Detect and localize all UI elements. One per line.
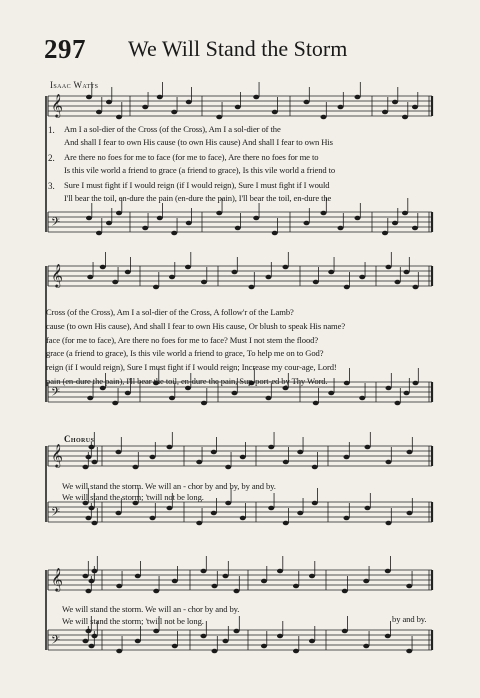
note-head [266, 275, 272, 280]
note-head [92, 634, 98, 639]
note-head [235, 226, 241, 231]
note-head [253, 95, 259, 100]
note-head [407, 511, 413, 516]
note-head [365, 445, 371, 450]
note-head [87, 275, 93, 280]
note-head [153, 629, 159, 634]
note-head [116, 450, 122, 455]
note-head [223, 639, 229, 644]
note-head [83, 639, 89, 644]
note-head [355, 95, 361, 100]
note-head [86, 455, 92, 460]
note-head [125, 391, 131, 396]
note-head [283, 460, 289, 465]
note-head [150, 455, 156, 460]
note-head [338, 105, 344, 110]
hymn-title: We Will Stand the Storm [128, 36, 348, 61]
lyric-line: Am I a sol-dier of the Cross (of the Cross), Am I a sol-dier of the [64, 124, 281, 134]
note-head [169, 275, 175, 280]
lyric-line: grace (a friend to grace), Is this vile world a friend to grace, To help me on to God? [46, 348, 324, 358]
note-head [328, 270, 334, 275]
note-head [313, 280, 319, 285]
note-head [211, 511, 217, 516]
note-head [86, 216, 92, 221]
treble-clef-icon: 𝄞 [51, 263, 63, 287]
note-head [304, 221, 310, 226]
note-head [167, 445, 173, 450]
note-head [342, 629, 348, 634]
note-head [404, 391, 410, 396]
lyric-line: Sure I must fight if I would reign (if I would reign), Sure I must fight if I would [64, 180, 330, 190]
note-head [89, 579, 95, 584]
note-head [135, 574, 141, 579]
note-head [412, 105, 418, 110]
note-head [309, 574, 315, 579]
note-head [386, 460, 392, 465]
note-head [406, 584, 412, 589]
note-head [392, 221, 398, 226]
note-head [112, 280, 118, 285]
note-head [266, 396, 272, 401]
note-head [150, 516, 156, 521]
bass-clef-icon: 𝄢 [51, 506, 61, 522]
hymn-author: Isaac Watts [50, 80, 99, 90]
note-head [171, 231, 177, 236]
lyric-line: Cross (of the Cross), Am I a sol-dier of the Cross, A follow'r of the Lamb? [46, 307, 294, 317]
note-head [261, 579, 267, 584]
note-head [92, 460, 98, 465]
note-head [106, 100, 112, 105]
treble-clef-icon: 𝄞 [51, 93, 63, 117]
note-head [240, 455, 246, 460]
note-head [342, 589, 348, 594]
note-head [253, 216, 259, 221]
chorus-lyric-lower: We will stand the storm; 'twill not be long. [62, 616, 204, 626]
note-head [89, 445, 95, 450]
note-head [293, 584, 299, 589]
note-head [402, 115, 408, 120]
note-head [268, 506, 274, 511]
note-head [359, 396, 365, 401]
note-head [201, 569, 207, 574]
note-head [86, 589, 92, 594]
note-head [406, 649, 412, 654]
note-head [216, 211, 222, 216]
note-head [321, 211, 327, 216]
note-head [116, 115, 122, 120]
note-head [412, 226, 418, 231]
note-head [268, 445, 274, 450]
note-head [413, 285, 419, 290]
note-head [212, 649, 218, 654]
lyric-line: I'll bear the toil, en-dure the pain (en-dure the pain), I'll bear the toil, en-dure the [64, 193, 332, 203]
treble-clef-icon: 𝄞 [51, 567, 63, 591]
chorus-lyric-extra: by and by. [392, 614, 427, 624]
note-head [172, 579, 178, 584]
note-head [185, 265, 191, 270]
note-head [272, 231, 278, 236]
note-head [153, 589, 159, 594]
note-head [382, 231, 388, 236]
note-head [225, 465, 231, 470]
lyric-line: Is this vile world a friend to grace (a friend to grace), Is this vile world a friend to [64, 165, 336, 175]
note-head [125, 270, 131, 275]
note-head [83, 465, 89, 470]
note-head [304, 100, 310, 105]
note-head [386, 265, 392, 270]
note-head [328, 391, 334, 396]
lyric-line: And shall I fear to own His cause (to own His cause) And shall I fear to own His [64, 137, 333, 147]
lyric-line: cause (to own His cause), And shall I fear to own His cause, Or blush to speak His name? [46, 321, 346, 331]
verse-number-1: 1. [48, 125, 55, 135]
note-head [385, 569, 391, 574]
bass-clef-icon: 𝄢 [51, 634, 61, 650]
note-head [83, 574, 89, 579]
note-head [240, 516, 246, 521]
note-head [338, 226, 344, 231]
note-head [232, 270, 238, 275]
note-head [185, 386, 191, 391]
note-head [211, 450, 217, 455]
chorus-label: Chorus [64, 434, 95, 444]
chorus-lyric-upper: We will stand the storm. We will an - chor by and by. [62, 604, 240, 614]
note-head [116, 584, 122, 589]
note-head [386, 521, 392, 526]
note-head [86, 629, 92, 634]
note-head [344, 455, 350, 460]
note-head [277, 569, 283, 574]
note-head [169, 396, 175, 401]
note-head [385, 634, 391, 639]
note-head [157, 95, 163, 100]
note-head [365, 506, 371, 511]
note-head [133, 465, 139, 470]
note-head [297, 450, 303, 455]
bass-clef-icon: 𝄢 [51, 216, 61, 232]
note-head [313, 401, 319, 406]
note-head [283, 265, 289, 270]
note-head [235, 105, 241, 110]
note-head [277, 634, 283, 639]
note-head [234, 589, 240, 594]
note-head [212, 584, 218, 589]
note-head [172, 644, 178, 649]
note-head [223, 574, 229, 579]
note-head [196, 521, 202, 526]
treble-clef-icon: 𝄞 [51, 443, 63, 467]
verse-number-2: 2. [48, 153, 55, 163]
note-head [167, 506, 173, 511]
note-head [186, 100, 192, 105]
note-head [216, 115, 222, 120]
note-head [312, 465, 318, 470]
note-head [283, 386, 289, 391]
note-head [402, 211, 408, 216]
note-head [116, 211, 122, 216]
note-head [382, 110, 388, 115]
note-head [96, 231, 102, 236]
note-head [112, 401, 118, 406]
bass-clef-icon: 𝄢 [51, 386, 61, 402]
note-head [142, 226, 148, 231]
note-head [225, 501, 231, 506]
note-head [404, 270, 410, 275]
note-head [89, 644, 95, 649]
note-head [309, 639, 315, 644]
note-head [261, 644, 267, 649]
lyric-line: pain (en-dure the pain), I'll bear the toil, en-dure the pain, Sup-port-ed by Thy Word. [46, 376, 328, 386]
lyric-line: reign (if I would reign), Sure I must fight if I would reign; Increase my cour-age, Lord! [46, 362, 337, 372]
note-head [344, 381, 350, 386]
note-head [297, 511, 303, 516]
note-head [171, 110, 177, 115]
note-head [92, 521, 98, 526]
note-head [363, 644, 369, 649]
note-head [86, 95, 92, 100]
note-head [106, 221, 112, 226]
note-head [142, 105, 148, 110]
note-head [100, 265, 106, 270]
note-head [96, 110, 102, 115]
note-head [157, 216, 163, 221]
note-head [386, 386, 392, 391]
note-head [201, 280, 207, 285]
chorus-lyric-lower: We will stand the storm; 'twill not be long. [62, 492, 204, 502]
note-head [201, 634, 207, 639]
note-head [153, 285, 159, 290]
note-head [232, 391, 238, 396]
note-head [92, 569, 98, 574]
note-head [363, 579, 369, 584]
note-head [249, 285, 255, 290]
note-head [201, 401, 207, 406]
lyric-line: Are there no foes for me to face (for me to face), Are there no foes for me to [64, 152, 319, 162]
note-head [89, 506, 95, 511]
note-head [321, 115, 327, 120]
note-head [186, 221, 192, 226]
note-head [344, 285, 350, 290]
note-head [196, 460, 202, 465]
note-head [293, 649, 299, 654]
lyric-line: face (for me to face), Are there no foes for me to face? Must I not stem the flood? [46, 335, 319, 345]
note-head [234, 629, 240, 634]
note-head [344, 516, 350, 521]
chorus-lyric-upper: We will stand the storm. We will an - chor by and by, by and by. [62, 481, 276, 491]
hymn-number: 297 [44, 34, 86, 64]
note-head [87, 396, 93, 401]
note-head [395, 280, 401, 285]
note-head [272, 110, 278, 115]
note-head [116, 511, 122, 516]
note-head [359, 275, 365, 280]
note-head [312, 501, 318, 506]
note-head [413, 381, 419, 386]
note-head [392, 100, 398, 105]
note-head [100, 386, 106, 391]
note-head [135, 639, 141, 644]
note-head [283, 521, 289, 526]
verse-number-3: 3. [48, 181, 55, 191]
note-head [86, 516, 92, 521]
note-head [116, 649, 122, 654]
note-head [407, 450, 413, 455]
note-head [395, 401, 401, 406]
note-head [355, 216, 361, 221]
